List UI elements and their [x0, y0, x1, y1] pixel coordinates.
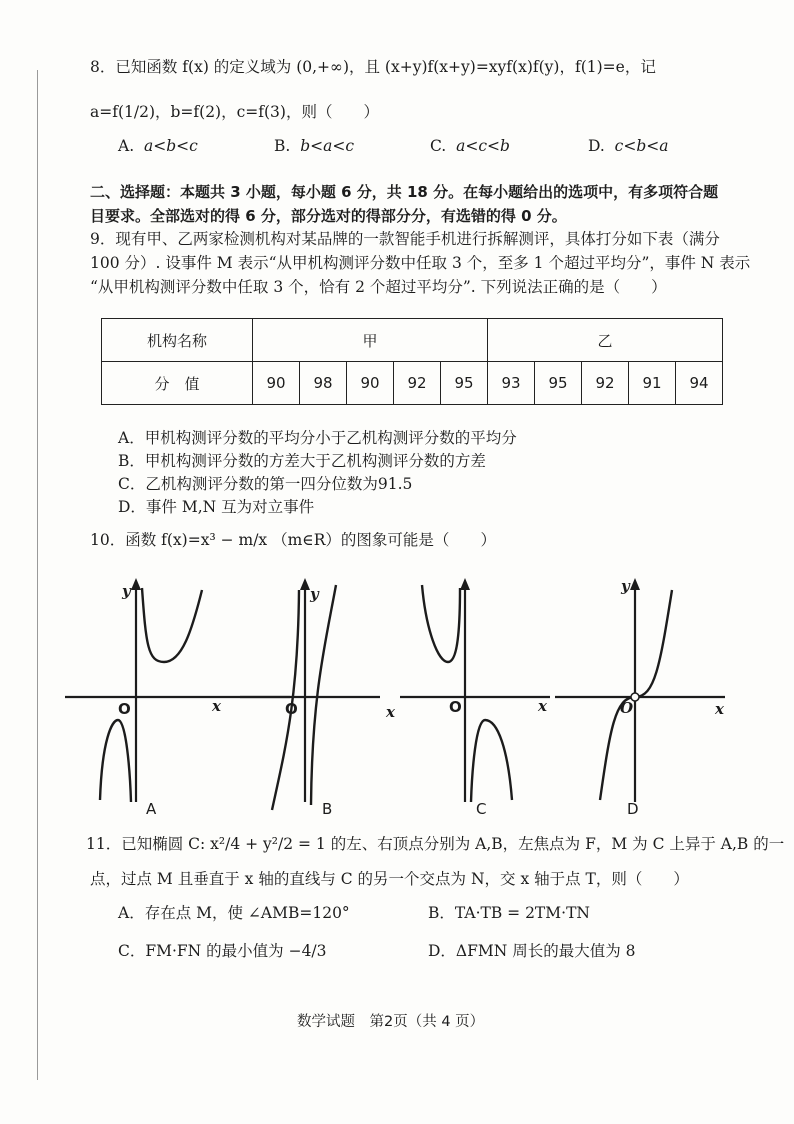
q9-line2: 100 分）. 设事件 M 表示“从甲机构测评分数中任取 3 个，至多 1 个超过平均分”，事件 N 表示	[90, 254, 751, 272]
q10-stem: 10．函数 f(x)=x³ − m/x （m∈R）的图象可能是（ ）	[90, 531, 496, 549]
graph-c-origin: O	[449, 698, 462, 716]
q11-line1: 11．已知椭圆 C: x²/4 + y²/2 = 1 的左、右顶点分别为 A,B，左焦点为 F，M 为 C 上异于 A,B 的一	[86, 835, 785, 853]
graph-b-curve-right	[311, 585, 336, 805]
graph-b-x-label: x	[386, 703, 395, 721]
graph-d-x-label: x	[715, 700, 724, 718]
graph-c-curve-right	[471, 720, 512, 802]
q11-line2: 点，过点 M 且垂直于 x 轴的直线与 C 的另一个交点为 N，交 x 轴于点 T，则（ ）	[90, 870, 689, 888]
q8-option-b: B. b<a<c	[274, 137, 355, 155]
graph-a-x-label: x	[212, 697, 221, 715]
q8-option-d: D. c<b<a	[588, 137, 669, 155]
graph-b-y-label: y	[310, 585, 319, 603]
graph-c-label: C	[476, 800, 487, 818]
table-row	[102, 319, 723, 362]
table-row-label: 分 值	[102, 362, 253, 405]
score-cell: 92	[582, 362, 629, 405]
q11-option-b: B．TA·TB = 2TM·TN	[428, 904, 590, 922]
q8-line1: 8．已知函数 f(x) 的定义域为 (0,+∞)，且 (x+y)f(x+y)=xyf(x)f(y)，f(1)=e，记	[90, 58, 656, 76]
q8-option-a: A. a<b<c	[118, 137, 198, 155]
q9-option-b: B．甲机构测评分数的方差大于乙机构测评分数的方差	[118, 452, 486, 470]
score-cell: 93	[488, 362, 535, 405]
graph-d-origin: O	[620, 699, 634, 717]
score-table	[101, 318, 723, 405]
graph-a-origin: O	[118, 700, 131, 718]
graph-d-y-label: y	[621, 577, 630, 595]
q8-option-c: C. a<c<b	[430, 137, 510, 155]
page-footer: 数学试题 第2页（共 4 页）	[297, 1014, 485, 1030]
graph-a-curve-right	[142, 588, 202, 662]
section2-line2: 目要求。全部选对的得 6 分，部分选对的得部分分，有选错的得 0 分。	[90, 207, 567, 225]
score-cell: 95	[535, 362, 582, 405]
table-group-b: 乙	[488, 319, 723, 362]
table-row	[102, 362, 723, 405]
q11-option-a: A．存在点 M，使 ∠AMB=120°	[118, 904, 350, 922]
score-cell: 90	[253, 362, 300, 405]
graph-a-label: A	[146, 800, 157, 818]
table-group-a: 甲	[253, 319, 488, 362]
graph-d-label: D	[627, 800, 639, 818]
graph-b-origin: O	[285, 700, 298, 718]
q9-option-d: D．事件 M,N 互为对立事件	[118, 498, 315, 516]
score-cell: 91	[629, 362, 676, 405]
score-cell: 92	[394, 362, 441, 405]
q11-option-d: D．ΔFMN 周长的最大值为 8	[428, 942, 636, 960]
q9-line3: “从甲机构测评分数中任取 3 个，恰有 2 个超过平均分”. 下列说法正确的是（ ）	[90, 278, 667, 296]
graph-c-curve-left	[422, 585, 460, 662]
q9-line1: 9．现有甲、乙两家检测机构对某品牌的一款智能手机进行拆解测评，具体打分如下表（满分	[90, 230, 720, 248]
graph-a-y-label: y	[122, 582, 131, 600]
score-cell: 95	[441, 362, 488, 405]
score-cell: 98	[300, 362, 347, 405]
q8-line2: a=f(1/2)，b=f(2)，c=f(3)，则（ ）	[90, 103, 379, 121]
score-cell: 94	[676, 362, 723, 405]
score-cell: 90	[347, 362, 394, 405]
graph-a-curve-left	[100, 720, 131, 802]
graph-c-x-label: x	[538, 697, 547, 715]
q9-option-a: A．甲机构测评分数的平均分小于乙机构测评分数的平均分	[118, 429, 517, 447]
margin-line	[37, 70, 38, 1080]
q10-graphs	[60, 570, 740, 830]
q9-option-c: C．乙机构测评分数的第一四分位数为91.5	[118, 475, 413, 493]
table-header-label: 机构名称	[102, 319, 253, 362]
graph-b-label: B	[322, 800, 333, 818]
q11-option-c: C．FM·FN 的最小值为 −4/3	[118, 942, 327, 960]
section2-line1: 二、选择题：本题共 3 小题，每小题 6 分，共 18 分。在每小题给出的选项中，有多项符合题	[90, 183, 719, 201]
